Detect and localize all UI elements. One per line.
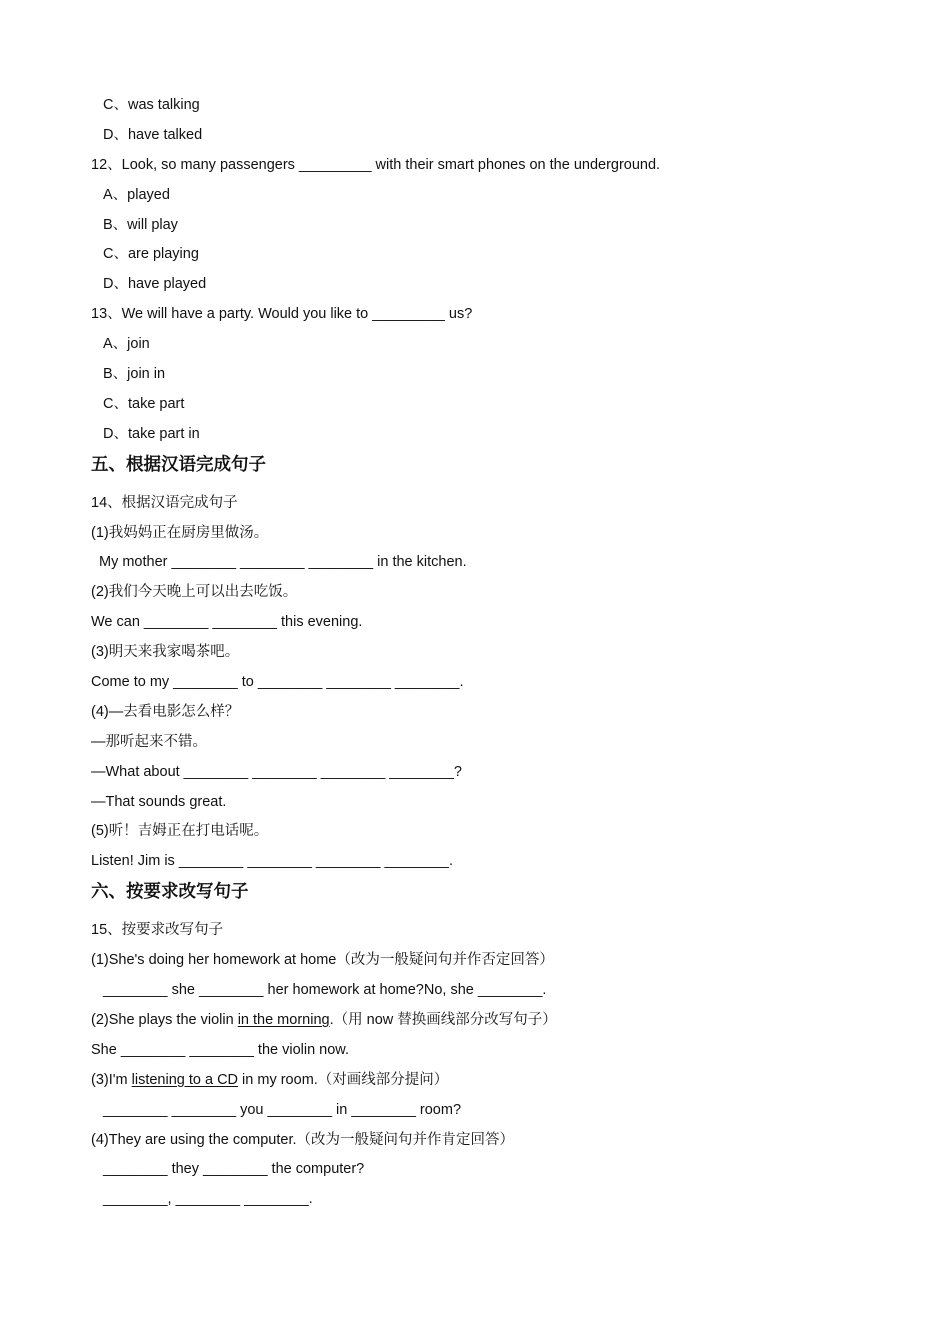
worksheet-page <box>0 91 950 1215</box>
q15-4-blank-line-question: ________ they ________ the computer? <box>99 1161 365 1178</box>
question-15: 15、按要求改写句子 <box>91 922 224 939</box>
q15-4-blank-line-answer: ________, ________ ________. <box>99 1191 313 1208</box>
option-12a: A、played <box>103 186 170 203</box>
option-11c: C、was talking <box>103 97 200 113</box>
q14-1-blank-line: My mother ________ ________ ________ in the kitchen. <box>99 554 467 571</box>
option-13c: C、take part <box>103 395 185 412</box>
q15-3-underlined-phrase: listening to a CD <box>131 1071 239 1088</box>
q14-5-chinese: (5)听！吉姆正在打电话呢。 <box>91 823 269 840</box>
q15-3-prompt-end: in my room.（对画线部分提问） <box>238 1071 449 1088</box>
option-11d: D、have talked <box>103 126 203 143</box>
question-13: 13、We will have a party. Would you like to _________ us? <box>91 306 473 323</box>
option-12b: B、will play <box>103 216 178 233</box>
q15-3-prompt <box>0 1066 950 1096</box>
rewrite-block <box>0 916 950 1215</box>
q15-3-prompt-start: (3)I'm <box>91 1071 132 1088</box>
q14-4-blank-line: —What about ________ ________ ________ ________? <box>91 763 462 780</box>
translation-block <box>0 489 950 878</box>
section-5-heading: 五、根据汉语完成句子 <box>91 454 266 475</box>
q15-2-prompt-start: (2)She plays the violin <box>91 1011 238 1028</box>
q14-4-chinese-b: —那听起来不错。 <box>91 733 207 750</box>
option-12c: C、are playing <box>103 246 199 263</box>
question-12: 12、Look, so many passengers _________ with their smart phones on the underground. <box>91 156 661 173</box>
q14-3-chinese: (3)明天来我家喝茶吧。 <box>91 644 240 661</box>
q15-2-prompt-end: .（用 now 替换画线部分改写句子） <box>329 1011 557 1028</box>
q15-2-underlined-phrase: in the morning <box>237 1011 330 1028</box>
option-13a: A、join <box>103 336 150 353</box>
section-6-heading: 六、按要求改写句子 <box>91 882 249 903</box>
q14-5-blank-line: Listen! Jim is ________ ________ ________ ________. <box>91 853 453 870</box>
q14-1-chinese: (1)我妈妈正在厨房里做汤。 <box>91 524 269 541</box>
q15-4-prompt: (4)They are using the computer.（改为一般疑问句并作肯定回答） <box>91 1131 515 1148</box>
q15-1-prompt: (1)She's doing her homework at home（改为一般疑问句并作否定回答） <box>91 952 554 969</box>
q15-2-blank-line: She ________ ________ the violin now. <box>91 1041 349 1058</box>
q14-2-chinese: (2)我们今天晚上可以出去吃饭。 <box>91 584 298 601</box>
option-12d: D、have played <box>103 276 207 293</box>
option-13b: B、join in <box>103 366 166 383</box>
q14-2-blank-line: We can ________ ________ this evening. <box>91 614 363 631</box>
q15-1-blank-line: ________ she ________ her homework at home?No, she ________. <box>99 982 547 999</box>
q14-4-chinese-a: (4)—去看电影怎么样？ <box>91 703 240 720</box>
q14-3-blank-line: Come to my ________ to ________ ________ ________. <box>91 674 464 691</box>
question-14: 14、根据汉语完成句子 <box>91 494 238 511</box>
q14-4-reply: —That sounds great. <box>91 793 227 810</box>
q15-2-prompt <box>0 1006 950 1036</box>
q15-3-blank-line: ________ ________ you ________ in ________ room? <box>99 1101 462 1118</box>
option-13d: D、take part in <box>103 425 200 442</box>
multiple-choice-block <box>0 91 950 450</box>
